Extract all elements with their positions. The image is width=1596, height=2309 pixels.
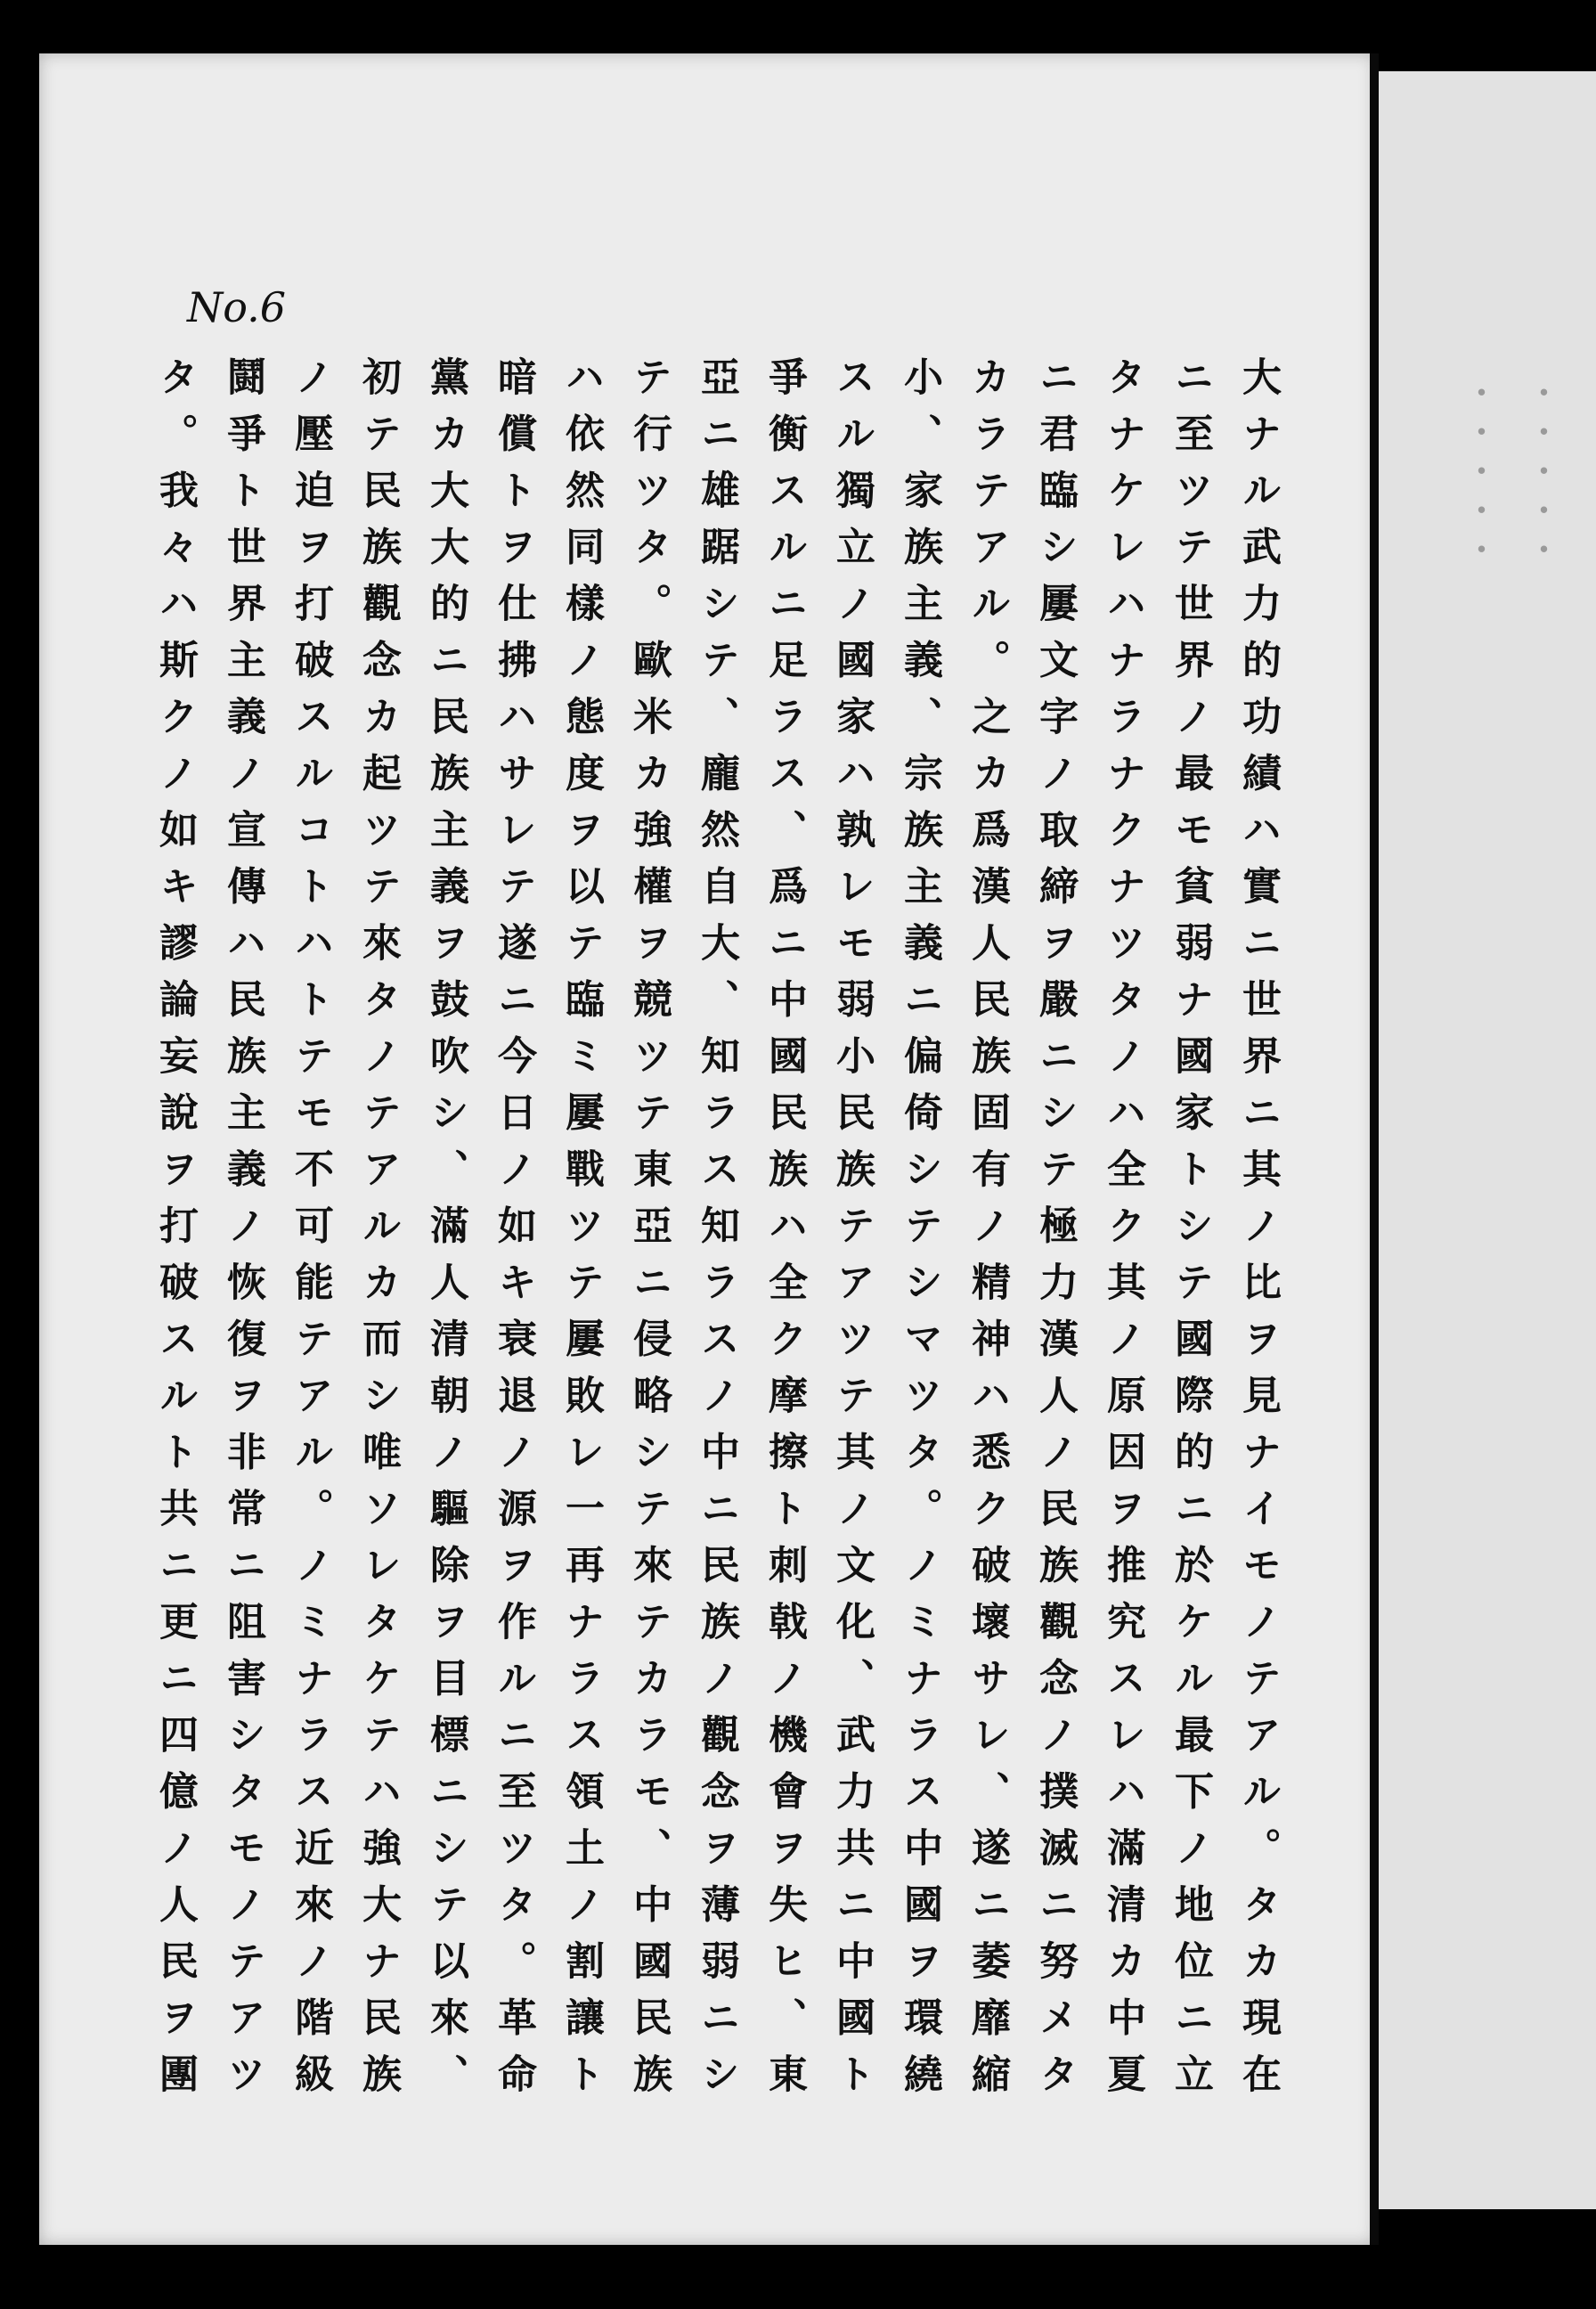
text-column: 小、家族主義、宗族主義ニ偏倚シテシマツタ。ノミナラス中國ヲ環繞 [897, 356, 942, 2110]
text-column: ハ依然同樣ノ態度ヲ以テ臨ミ屢戰ツテ屢敗レ一再ナラス領土ノ割讓ト [558, 356, 604, 2110]
text-column: ノ壓迫ヲ打破スルコトハトテモ不可能テアル。ノミナラス近來ノ階級 [288, 356, 333, 2110]
adjacent-page-bleed: ・・・・・ [1458, 374, 1499, 570]
page-number: No.6 [187, 283, 287, 331]
vertical-body-text [141, 356, 1293, 2147]
text-column: 亞ニ雄踞シテ、龐然自大、知ラス知ラスノ中ニ民族ノ觀念ヲ薄弱ニシ [694, 356, 739, 2110]
text-column: 初テ民族觀念カ起ツテ來タノテアルカ而シ唯ソレタケテハ強大ナ民族 [355, 356, 401, 2110]
adjacent-page-bleed: ・・・・・ [1520, 374, 1561, 570]
adjacent-page-edge [1379, 71, 1596, 2209]
text-column: 大ナル武力的功績ハ實ニ世界ニ其ノ比ヲ見ナイモノテアル。タカ現在 [1235, 356, 1281, 2110]
text-column: スル獨立ノ國家ハ孰レモ弱小民族テアツテ其ノ文化、武力共ニ中國ト [829, 356, 875, 2110]
text-column: タナケレハナラナクナツタノハ全ク其ノ原因ヲ推究スレハ滿清カ中夏 [1100, 356, 1145, 2110]
text-column: タ。我々ハ斯クノ如キ謬論妄說ヲ打破スルト共ニ更ニ四億ノ人民ヲ團 [152, 356, 198, 2110]
text-column: 爭衡スルニ足ラス、爲ニ中國民族ハ全ク摩擦ト刺戟ノ機會ヲ失ヒ、東 [761, 356, 807, 2110]
text-column: 鬪爭ト世界主義ノ宣傳ハ民族主義ノ恢復ヲ非常ニ阻害シタモノテアツ [220, 356, 265, 2110]
text-column: ニ至ツテ世界ノ最モ貧弱ナ國家トシテ國際的ニ於ケル最下ノ地位ニ立 [1168, 356, 1213, 2110]
text-column: カラテアル。之カ爲漢人民族固有ノ精神ハ悉ク破壞サレ、遂ニ萎靡縮 [965, 356, 1010, 2110]
text-column: 黨カ大大的ニ民族主義ヲ鼓吹シ、滿人清朝ノ驅除ヲ目標ニシテ以來、 [423, 356, 468, 2110]
text-column: ニ君臨シ屢文字ノ取締ヲ嚴ニシテ極力漢人ノ民族觀念ノ撲滅ニ努メタ [1032, 356, 1078, 2110]
text-column: テ行ツタ。歐米カ強權ヲ競ツテ東亞ニ侵略シテ來テカラモ、中國民族 [626, 356, 672, 2110]
page-fold [1370, 53, 1379, 2245]
text-column: 暗償トヲ仕拂ハサレテ遂ニ今日ノ如キ衰退ノ源ヲ作ルニ至ツタ。革命 [491, 356, 536, 2110]
